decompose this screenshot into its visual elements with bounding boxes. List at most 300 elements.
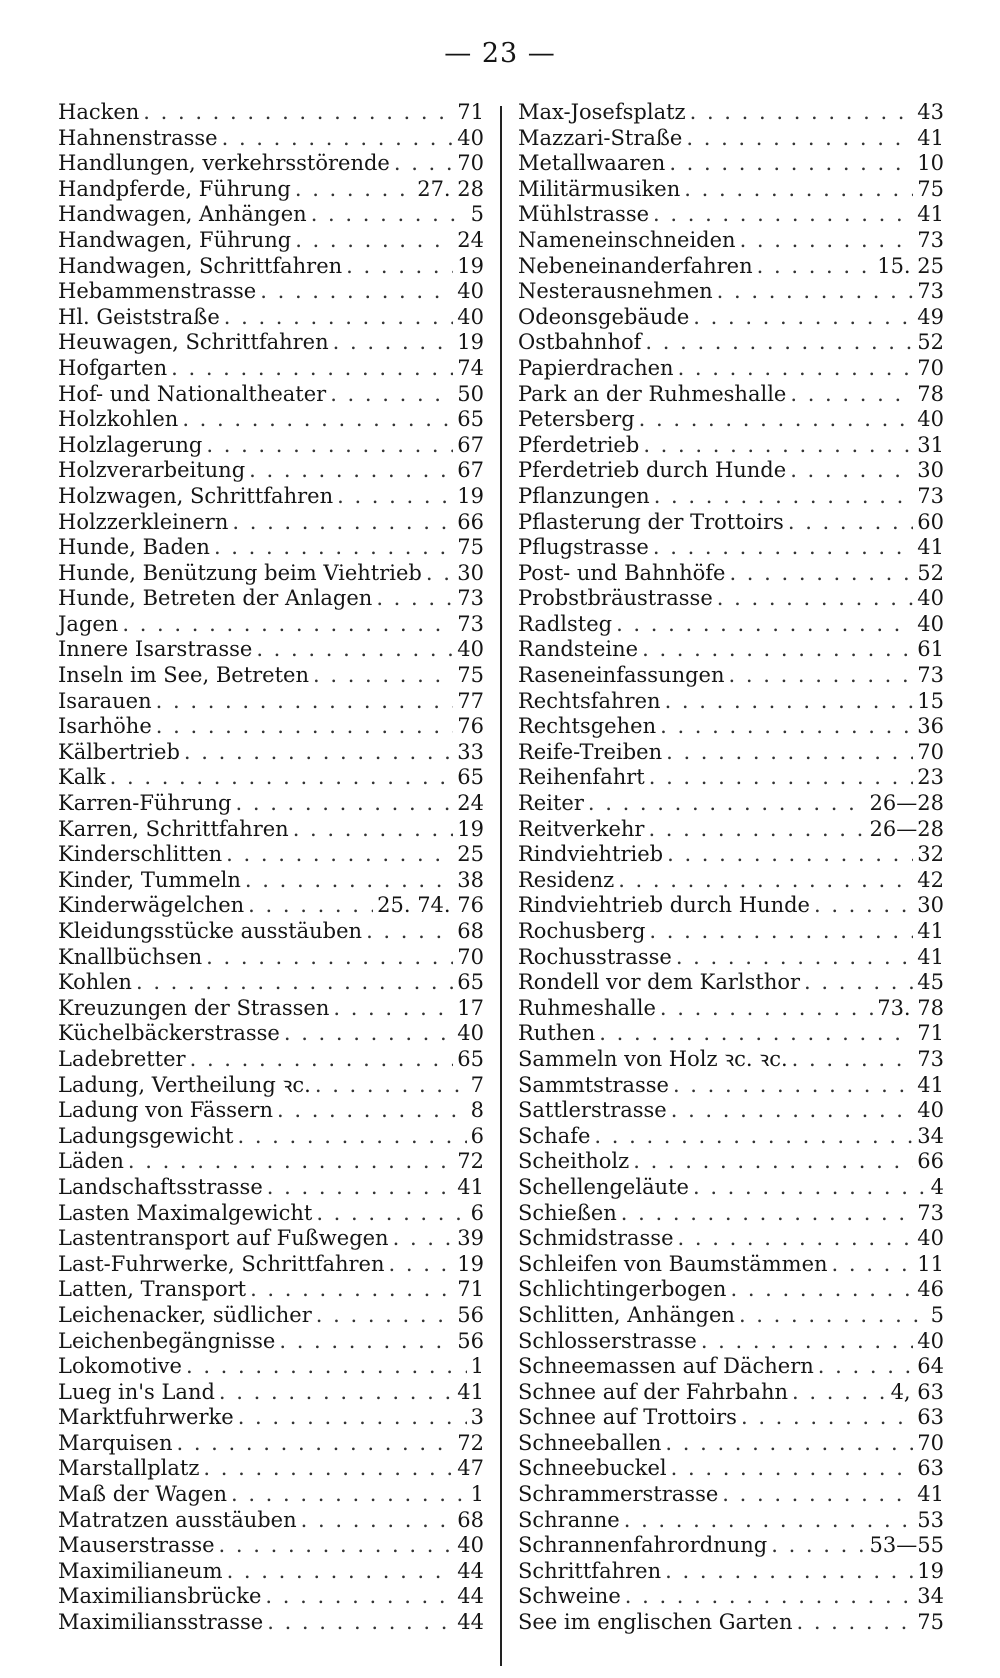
dot-leader bbox=[315, 1073, 467, 1099]
page-reference: 73 bbox=[917, 279, 944, 304]
page-reference: 41 bbox=[917, 1482, 944, 1507]
index-term: Ruthen bbox=[518, 1021, 596, 1046]
page-reference: 40 bbox=[917, 1098, 944, 1123]
index-entry bbox=[58, 1508, 484, 1534]
dot-leader bbox=[277, 1098, 467, 1124]
index-term: Kohlen bbox=[58, 970, 132, 995]
dot-leader bbox=[394, 151, 453, 177]
index-term: Matratzen ausstäuben bbox=[58, 1507, 297, 1532]
index-entry bbox=[58, 970, 484, 996]
page-reference: 50 bbox=[457, 381, 484, 406]
page-reference: 71 bbox=[457, 1277, 484, 1302]
index-entry bbox=[518, 254, 944, 280]
page-reference: 75 bbox=[917, 1610, 944, 1635]
index-entry bbox=[518, 433, 944, 459]
dot-leader bbox=[599, 1021, 913, 1047]
dot-leader bbox=[792, 1047, 914, 1073]
page-reference: 41 bbox=[917, 125, 944, 150]
page-reference: 70 bbox=[917, 1430, 944, 1455]
index-term: Pflasterung der Trottoirs bbox=[518, 509, 784, 534]
page-reference: 75 bbox=[917, 176, 944, 201]
index-term: Schafe bbox=[518, 1123, 591, 1148]
index-entry bbox=[58, 254, 484, 280]
index-term: Hunde, Baden bbox=[58, 535, 210, 560]
page-reference: 6 bbox=[470, 1200, 484, 1225]
page-reference: 15 bbox=[917, 688, 944, 713]
page-reference: 52 bbox=[917, 560, 944, 585]
index-term: Holzzerkleinern bbox=[58, 509, 229, 534]
dot-leader bbox=[729, 663, 914, 689]
page-reference: 60 bbox=[917, 509, 944, 534]
index-term: Schrittfahren bbox=[518, 1558, 662, 1583]
page-reference: 65 bbox=[457, 970, 484, 995]
dot-leader bbox=[684, 177, 913, 203]
page-reference: 25. 74. 76 bbox=[377, 893, 484, 918]
dot-leader bbox=[203, 1456, 453, 1482]
index-term: Maß der Wagen bbox=[58, 1482, 227, 1507]
index-entry bbox=[58, 842, 484, 868]
dot-leader bbox=[143, 100, 453, 126]
index-entry bbox=[58, 637, 484, 663]
page-reference: 36 bbox=[917, 714, 944, 739]
index-term: Schlitten, Anhängen bbox=[518, 1302, 735, 1327]
index-term: Holzkohlen bbox=[58, 407, 179, 432]
index-entry bbox=[518, 1124, 944, 1150]
index-entry bbox=[518, 970, 944, 996]
page-reference: 1 bbox=[470, 1354, 484, 1379]
index-term: Läden bbox=[58, 1149, 124, 1174]
index-term: Schneebuckel bbox=[518, 1456, 667, 1481]
index-entry bbox=[518, 1584, 944, 1610]
index-entry bbox=[518, 382, 944, 408]
index-entry bbox=[518, 561, 944, 587]
dot-leader bbox=[686, 126, 913, 152]
dot-leader bbox=[346, 254, 453, 280]
index-term: Residenz bbox=[518, 867, 615, 892]
dot-leader bbox=[426, 561, 453, 587]
index-term: Kinderschlitten bbox=[58, 842, 223, 867]
index-entry bbox=[518, 663, 944, 689]
page-reference: 41 bbox=[917, 944, 944, 969]
index-entry bbox=[518, 1380, 944, 1406]
dot-leader bbox=[804, 970, 913, 996]
page-reference: 73 bbox=[917, 1200, 944, 1225]
page-reference: 71 bbox=[457, 100, 484, 124]
index-term: Knallbüchsen bbox=[58, 944, 203, 969]
index-term: Rochusstrasse bbox=[518, 944, 672, 969]
page-reference: 30 bbox=[917, 893, 944, 918]
dot-leader bbox=[250, 1277, 453, 1303]
index-entry bbox=[58, 996, 484, 1022]
page-reference: 44 bbox=[457, 1610, 484, 1635]
index-entry bbox=[518, 1405, 944, 1431]
index-term: Rindviehtrieb durch Hunde bbox=[518, 893, 810, 918]
index-term: Lastentransport auf Fußwegen bbox=[58, 1226, 389, 1251]
index-entry bbox=[518, 1354, 944, 1380]
dot-leader bbox=[676, 945, 913, 971]
index-entry bbox=[58, 433, 484, 459]
index-term: Probstbräustrasse bbox=[518, 586, 713, 611]
index-entry bbox=[58, 1354, 484, 1380]
index-term: Küchelbäckerstrasse bbox=[58, 1021, 280, 1046]
page-reference: 71 bbox=[917, 1021, 944, 1046]
index-term: Ostbahnhof bbox=[518, 330, 642, 355]
index-entry bbox=[58, 663, 484, 689]
page-reference: 64 bbox=[917, 1354, 944, 1379]
index-term: Reiter bbox=[518, 791, 584, 816]
page-reference: 42 bbox=[917, 867, 944, 892]
dot-leader bbox=[739, 1303, 927, 1329]
index-term: Schellengeläute bbox=[518, 1174, 689, 1199]
index-entry bbox=[518, 1149, 944, 1175]
page-reference: 19 bbox=[457, 483, 484, 508]
index-entry bbox=[58, 945, 484, 971]
dot-leader bbox=[245, 868, 453, 894]
index-entry bbox=[58, 1047, 484, 1073]
index-entry bbox=[518, 919, 944, 945]
index-entry bbox=[518, 637, 944, 663]
index-entry bbox=[58, 1456, 484, 1482]
index-term: Maximilianeum bbox=[58, 1558, 223, 1583]
index-entry bbox=[58, 1380, 484, 1406]
page-reference: 73 bbox=[457, 611, 484, 636]
index-term: Maximiliansstrasse bbox=[58, 1610, 264, 1635]
index-term: Leichenacker, südlicher bbox=[58, 1302, 312, 1327]
index-entry bbox=[58, 407, 484, 433]
dot-leader bbox=[260, 279, 453, 305]
page-reference: 23 bbox=[917, 765, 944, 790]
dot-leader bbox=[206, 433, 453, 459]
page-reference: 65 bbox=[457, 765, 484, 790]
dot-leader bbox=[224, 305, 454, 331]
page-reference: 72 bbox=[457, 1149, 484, 1174]
dot-leader bbox=[653, 535, 913, 561]
index-entry bbox=[58, 714, 484, 740]
index-term: Handwagen, Schrittfahren bbox=[58, 253, 343, 278]
page-reference: 75 bbox=[457, 663, 484, 688]
index-entry bbox=[58, 740, 484, 766]
dot-leader bbox=[717, 586, 914, 612]
dot-leader bbox=[796, 1610, 913, 1636]
dot-leader bbox=[110, 765, 454, 791]
index-entry bbox=[518, 586, 944, 612]
page-reference: 27. 28 bbox=[417, 176, 484, 201]
page-reference: 38 bbox=[457, 867, 484, 892]
index-term: Schranne bbox=[518, 1507, 620, 1532]
index-entry bbox=[518, 1303, 944, 1329]
index-entry bbox=[518, 458, 944, 484]
page-reference: 10 bbox=[917, 151, 944, 176]
index-entry bbox=[518, 356, 944, 382]
page-reference: 40 bbox=[457, 125, 484, 150]
index-term: Handlungen, verkehrsstörende bbox=[58, 151, 390, 176]
index-entry bbox=[518, 893, 944, 919]
dot-leader bbox=[206, 945, 453, 971]
dot-leader bbox=[653, 202, 913, 228]
page-reference: 1 bbox=[470, 1482, 484, 1507]
dot-leader bbox=[667, 842, 913, 868]
index-term: Reitverkehr bbox=[518, 816, 645, 841]
index-term: Ladebretter bbox=[58, 1046, 186, 1071]
index-entry bbox=[518, 996, 944, 1022]
index-entry bbox=[518, 407, 944, 433]
page-reference: 8 bbox=[470, 1098, 484, 1123]
index-term: Randsteine bbox=[518, 637, 639, 662]
page-reference: 40 bbox=[457, 279, 484, 304]
page-reference: 61 bbox=[917, 637, 944, 662]
page-reference: 53—55 bbox=[869, 1533, 944, 1558]
index-term: Ladungsgewicht bbox=[58, 1123, 234, 1148]
index-term: Jagen bbox=[58, 611, 119, 636]
index-term: Sattlerstrasse bbox=[518, 1098, 667, 1123]
dot-leader bbox=[621, 1201, 913, 1227]
dot-leader bbox=[757, 254, 874, 280]
page-reference: 5 bbox=[470, 202, 484, 227]
index-term: Mauserstrasse bbox=[58, 1533, 215, 1558]
dot-leader bbox=[219, 1533, 454, 1559]
page-reference: 40 bbox=[917, 611, 944, 636]
index-term: Militärmusiken bbox=[518, 176, 681, 201]
page-reference: 19 bbox=[917, 1558, 944, 1583]
index-entry bbox=[518, 714, 944, 740]
page-reference: 41 bbox=[457, 1174, 484, 1199]
page-reference: 43 bbox=[917, 100, 944, 124]
dot-leader bbox=[790, 382, 913, 408]
dot-leader bbox=[337, 484, 453, 510]
index-entry bbox=[518, 1201, 944, 1227]
index-term: Reife-Treiben bbox=[518, 739, 663, 764]
index-term: Schlichtingerbogen bbox=[518, 1277, 727, 1302]
index-term: Kälbertrieb bbox=[58, 739, 180, 764]
column-divider bbox=[500, 106, 502, 1666]
dot-leader bbox=[693, 1175, 927, 1201]
index-term: Papierdrachen bbox=[518, 355, 674, 380]
dot-leader bbox=[171, 356, 453, 382]
index-entry bbox=[58, 1303, 484, 1329]
index-term: Schneeballen bbox=[518, 1430, 662, 1455]
index-entry bbox=[58, 1610, 484, 1636]
page-reference: 63 bbox=[917, 1405, 944, 1430]
index-term: Holzverarbeitung bbox=[58, 458, 246, 483]
page-reference: 41 bbox=[917, 202, 944, 227]
dot-leader bbox=[295, 177, 413, 203]
index-term: Sammtstrasse bbox=[518, 1072, 669, 1097]
dot-leader bbox=[693, 305, 913, 331]
index-entry bbox=[58, 356, 484, 382]
index-term: See im englischen Garten bbox=[518, 1610, 793, 1635]
index-entry bbox=[58, 1175, 484, 1201]
index-entry bbox=[518, 612, 944, 638]
index-term: Schnee auf der Fahrbahn bbox=[518, 1379, 789, 1404]
page-reference: 40 bbox=[457, 304, 484, 329]
index-entry bbox=[58, 484, 484, 510]
index-term: Hacken bbox=[58, 100, 140, 124]
index-entry bbox=[518, 510, 944, 536]
index-entry bbox=[58, 510, 484, 536]
index-term: Rechtsfahren bbox=[518, 688, 661, 713]
dot-leader bbox=[671, 1098, 914, 1124]
dot-leader bbox=[316, 1201, 466, 1227]
dot-leader bbox=[588, 791, 866, 817]
dot-leader bbox=[633, 1149, 913, 1175]
index-term: Last-Fuhrwerke, Schrittfahren bbox=[58, 1251, 385, 1276]
dot-leader bbox=[643, 433, 913, 459]
index-entry bbox=[58, 305, 484, 331]
page-reference: 74 bbox=[457, 355, 484, 380]
dot-leader bbox=[267, 1610, 453, 1636]
dot-leader bbox=[642, 637, 913, 663]
index-term: Schlosserstrasse bbox=[518, 1328, 697, 1353]
dot-leader bbox=[624, 1508, 914, 1534]
dot-leader bbox=[249, 458, 453, 484]
dot-leader bbox=[701, 1329, 913, 1355]
index-term: Ladung von Fässern bbox=[58, 1098, 273, 1123]
index-term: Post- und Bahnhöfe bbox=[518, 560, 726, 585]
dot-leader bbox=[279, 1329, 453, 1355]
page-reference: 73 bbox=[917, 663, 944, 688]
index-term: Handwagen, Anhängen bbox=[58, 202, 307, 227]
dot-leader bbox=[690, 100, 914, 126]
index-term: Nebeneinanderfahren bbox=[518, 253, 753, 278]
dot-leader bbox=[219, 1380, 453, 1406]
index-term: Hl. Geiststraße bbox=[58, 304, 220, 329]
index-term: Handpferde, Führung bbox=[58, 176, 291, 201]
index-term: Schrannenfahrordnung bbox=[518, 1533, 768, 1558]
index-term: Kinderwägelchen bbox=[58, 893, 245, 918]
index-term: Innere Isarstrasse bbox=[58, 637, 253, 662]
page-reference: 44 bbox=[457, 1584, 484, 1609]
page-reference: 33 bbox=[457, 739, 484, 764]
page-reference: 30 bbox=[917, 458, 944, 483]
dot-leader bbox=[311, 202, 467, 228]
index-entry bbox=[518, 1021, 944, 1047]
page-reference: 66 bbox=[457, 509, 484, 534]
dot-leader bbox=[645, 330, 913, 356]
index-entry bbox=[58, 1073, 484, 1099]
index-entry bbox=[518, 1175, 944, 1201]
index-term: Pferdetrieb durch Hunde bbox=[518, 458, 787, 483]
page-reference: 56 bbox=[457, 1328, 484, 1353]
index-term: Park an der Ruhmeshalle bbox=[518, 381, 787, 406]
index-term: Scheitholz bbox=[518, 1149, 630, 1174]
dot-leader bbox=[222, 126, 454, 152]
page-reference: 26—28 bbox=[869, 791, 944, 816]
index-term: Rochusberg bbox=[518, 919, 646, 943]
page-reference: 31 bbox=[917, 432, 944, 457]
index-entry bbox=[58, 177, 484, 203]
page-reference: 5 bbox=[930, 1302, 944, 1327]
index-entry bbox=[518, 1073, 944, 1099]
index-term: Schleifen von Baumstämmen bbox=[518, 1251, 828, 1276]
page-reference: 66 bbox=[917, 1149, 944, 1174]
dot-leader bbox=[649, 919, 913, 945]
page-number: — 23 — bbox=[444, 38, 556, 69]
page-reference: 75 bbox=[457, 535, 484, 560]
page-reference: 4, 63 bbox=[890, 1379, 944, 1404]
index-entry bbox=[58, 1252, 484, 1278]
index-term: Rechtsgehen bbox=[518, 714, 657, 739]
page-reference: 73 bbox=[917, 483, 944, 508]
index-term: Karren-Führung bbox=[58, 791, 232, 816]
page-reference: 19 bbox=[457, 253, 484, 278]
index-entry bbox=[518, 228, 944, 254]
index-entry bbox=[518, 1098, 944, 1124]
dot-leader bbox=[666, 740, 913, 766]
page-reference: 68 bbox=[457, 919, 484, 943]
dot-leader bbox=[227, 1559, 454, 1585]
index-entry bbox=[58, 689, 484, 715]
page-reference: 25 bbox=[457, 842, 484, 867]
index-term: Marquisen bbox=[58, 1430, 173, 1455]
index-term: Schnee auf Trottoirs bbox=[518, 1405, 737, 1430]
dot-leader bbox=[333, 330, 454, 356]
page-reference: 44 bbox=[457, 1558, 484, 1583]
page-reference: 7 bbox=[470, 1072, 484, 1097]
index-term: Raseneinfassungen bbox=[518, 663, 725, 688]
dot-leader bbox=[265, 1584, 453, 1610]
index-entry bbox=[58, 151, 484, 177]
index-entry bbox=[518, 279, 944, 305]
page-reference: 77 bbox=[457, 688, 484, 713]
page-reference: 19 bbox=[457, 330, 484, 355]
dot-leader bbox=[654, 484, 914, 510]
dot-leader bbox=[722, 1482, 913, 1508]
page-reference: 40 bbox=[457, 637, 484, 662]
index-entry bbox=[518, 1456, 944, 1482]
index-term: Max-Josefsplatz bbox=[518, 100, 686, 124]
index-entry bbox=[58, 1431, 484, 1457]
index-entry bbox=[518, 100, 944, 126]
dot-leader bbox=[649, 765, 914, 791]
dot-leader bbox=[818, 1354, 913, 1380]
dot-leader bbox=[594, 1124, 913, 1150]
index-term: Hunde, Betreten der Anlagen bbox=[58, 586, 373, 611]
dot-leader bbox=[660, 714, 913, 740]
page-reference: 67 bbox=[457, 432, 484, 457]
dot-leader bbox=[316, 1303, 453, 1329]
page-reference: 41 bbox=[457, 1379, 484, 1404]
dot-leader bbox=[236, 791, 454, 817]
index-entry bbox=[518, 535, 944, 561]
index-term: Hebammenstrasse bbox=[58, 279, 257, 304]
page-reference: 70 bbox=[457, 944, 484, 969]
index-entry bbox=[518, 1226, 944, 1252]
index-entry bbox=[518, 202, 944, 228]
dot-leader bbox=[393, 1226, 454, 1252]
dot-leader bbox=[214, 535, 453, 561]
index-term: Karren, Schrittfahren bbox=[58, 816, 289, 841]
dot-leader bbox=[122, 612, 453, 638]
page-reference: 19 bbox=[457, 816, 484, 841]
index-entry bbox=[518, 791, 944, 817]
index-term: Latten, Transport bbox=[58, 1277, 247, 1302]
page-reference: 65 bbox=[457, 407, 484, 432]
index-entry bbox=[518, 842, 944, 868]
index-entry bbox=[58, 228, 484, 254]
index-entry bbox=[58, 126, 484, 152]
page-reference: 40 bbox=[917, 586, 944, 611]
dot-leader bbox=[717, 279, 914, 305]
index-term: Petersberg bbox=[518, 407, 635, 432]
dot-leader bbox=[678, 356, 914, 382]
dot-leader bbox=[186, 1354, 467, 1380]
page-reference: 41 bbox=[917, 535, 944, 560]
dot-leader bbox=[616, 612, 913, 638]
page-reference: 45 bbox=[917, 970, 944, 995]
dot-leader bbox=[136, 970, 453, 996]
dot-leader bbox=[790, 458, 913, 484]
dot-leader bbox=[267, 1175, 454, 1201]
